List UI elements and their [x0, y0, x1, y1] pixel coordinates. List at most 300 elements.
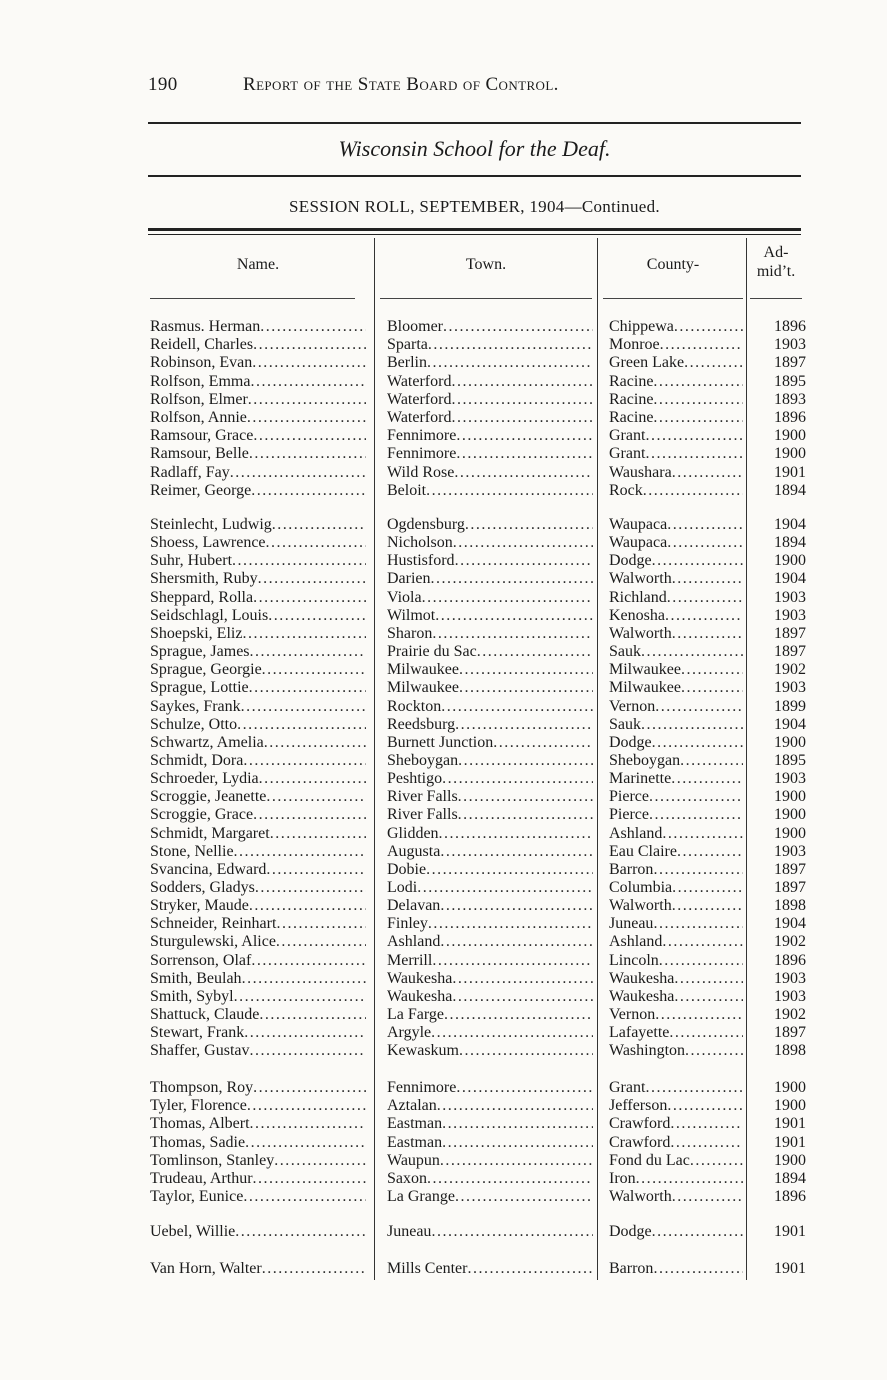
county-cell	[609, 552, 743, 570]
year-cell: 1903	[774, 679, 806, 697]
dot-leader	[255, 879, 366, 897]
dot-leader	[685, 1042, 743, 1060]
dot-leader	[454, 464, 593, 482]
year-cell: 1903	[774, 606, 806, 624]
name-text: Sheppard, Rolla	[150, 588, 254, 606]
dot-leader	[243, 1188, 366, 1206]
dot-leader	[422, 589, 593, 607]
name-text: Trudeau, Arthur	[150, 1170, 253, 1187]
dot-leader	[458, 788, 593, 806]
dot-leader	[440, 1152, 593, 1170]
dot-leader	[636, 1170, 743, 1188]
dot-leader	[690, 1152, 743, 1170]
town-text: Beloit	[387, 481, 427, 499]
name-text: Thompson, Roy	[150, 1079, 254, 1096]
dot-leader	[652, 552, 743, 570]
dot-leader	[426, 482, 593, 500]
town-cell	[387, 336, 593, 354]
county-text: Dodge	[609, 1223, 652, 1240]
name-text: Stryker, Maude	[150, 897, 249, 915]
county-cell	[609, 952, 743, 970]
name-text: Sturgulewski, Alice	[150, 933, 276, 951]
dot-leader	[266, 788, 366, 806]
town-text: Saxon	[387, 1170, 427, 1187]
town-cell	[387, 734, 593, 752]
county-cell	[609, 1042, 743, 1060]
county-text: Dodge	[609, 733, 652, 751]
county-cell	[609, 843, 743, 861]
town-text: River Falls	[387, 806, 458, 824]
year-cell: 1894	[774, 481, 806, 499]
page-header	[148, 74, 559, 96]
dot-leader	[493, 734, 593, 752]
dot-leader	[444, 1006, 593, 1024]
town-cell	[387, 409, 593, 427]
town-cell	[387, 661, 593, 679]
name-text: Rasmus. Herman	[150, 318, 261, 335]
name-cell	[150, 607, 366, 625]
name-cell	[150, 770, 366, 788]
town-text: Reedsburg	[387, 715, 456, 733]
county-cell	[609, 336, 743, 354]
town-cell	[387, 354, 593, 372]
town-text: Sharon	[387, 624, 433, 642]
name-cell	[150, 861, 366, 879]
town-text: Waukesha	[387, 987, 453, 1005]
dot-leader	[232, 552, 366, 570]
dot-leader	[435, 607, 593, 625]
name-text: Schulze, Otto	[150, 715, 238, 733]
county-cell	[609, 445, 743, 463]
name-text: Thomas, Albert	[150, 1115, 250, 1133]
dot-leader	[455, 1188, 593, 1206]
dot-leader	[672, 897, 743, 915]
dot-leader	[249, 679, 366, 697]
dot-leader	[440, 897, 593, 915]
dot-leader	[230, 464, 366, 482]
dot-leader	[251, 952, 366, 970]
town-text: Glidden	[387, 824, 439, 842]
town-cell	[387, 1115, 593, 1133]
town-text: Eastman	[387, 1133, 443, 1151]
dot-leader	[671, 770, 743, 788]
town-text: Waterford	[387, 409, 452, 426]
town-text: Milwaukee	[387, 661, 459, 679]
county-cell	[609, 625, 743, 643]
town-text: Waupun	[387, 1151, 440, 1169]
year-cell: 1900	[774, 1079, 806, 1096]
name-text: Radlaff, Fay	[150, 463, 230, 481]
county-text: Waupaca	[609, 516, 668, 533]
county-text: Chippewa	[609, 318, 674, 335]
year-cell: 1903	[774, 336, 806, 354]
county-cell	[609, 698, 743, 716]
name-cell	[150, 952, 366, 970]
dot-leader	[432, 952, 593, 970]
county-text: Crawford	[609, 1115, 671, 1133]
county-cell	[609, 1006, 743, 1024]
county-cell	[609, 1260, 743, 1278]
dot-leader	[643, 482, 743, 500]
dot-leader	[249, 1042, 366, 1060]
name-text: Scroggie, Grace	[150, 806, 254, 824]
dot-leader	[249, 897, 366, 915]
town-text: Fennimore	[387, 445, 457, 463]
dot-leader	[259, 770, 366, 788]
dot-leader	[672, 464, 743, 482]
county-text: Iron	[609, 1170, 636, 1187]
county-text: Rock	[609, 481, 643, 499]
name-cell	[150, 318, 366, 336]
name-cell	[150, 716, 366, 734]
county-cell	[609, 806, 743, 824]
name-text: Suhr, Hubert	[150, 552, 233, 570]
county-text: Barron	[609, 1260, 654, 1277]
town-text: Fennimore	[387, 1079, 457, 1096]
county-cell	[609, 915, 743, 933]
county-text: Racine	[609, 390, 654, 408]
name-cell	[150, 391, 366, 409]
town-text: Milwaukee	[387, 679, 459, 697]
county-text: Lincoln	[609, 951, 659, 969]
name-text: Sprague, James	[150, 643, 250, 661]
dot-leader	[251, 482, 366, 500]
county-text: Waukesha	[609, 987, 675, 1005]
dot-leader	[244, 1024, 366, 1042]
dot-leader	[674, 318, 743, 336]
county-text: Columbia	[609, 879, 673, 896]
dot-leader	[649, 806, 743, 824]
dot-leader	[665, 607, 743, 625]
dot-leader	[451, 409, 593, 427]
town-cell	[387, 788, 593, 806]
dot-leader	[681, 679, 743, 697]
name-cell	[150, 625, 366, 643]
dot-leader	[253, 589, 366, 607]
county-text: Sauk	[609, 643, 641, 661]
dot-leader	[250, 373, 366, 391]
dot-leader	[248, 391, 366, 409]
town-text: Argyle	[387, 1024, 432, 1042]
name-cell	[150, 1042, 366, 1060]
dot-leader	[266, 534, 366, 552]
column-header-name: Name.	[236, 256, 280, 273]
dot-leader	[234, 843, 366, 861]
year-cell: 1902	[774, 661, 806, 679]
name-cell	[150, 1006, 366, 1024]
county-text: Pierce	[609, 788, 649, 806]
dot-leader	[672, 1188, 743, 1206]
year-cell: 1903	[774, 770, 806, 788]
town-cell	[387, 988, 593, 1006]
year-cell: 1903	[774, 987, 806, 1005]
running-title: Report of the State Board of Control.	[243, 74, 559, 95]
dot-leader	[247, 409, 366, 427]
dot-leader	[456, 445, 593, 463]
town-text: La Farge	[387, 1006, 445, 1024]
town-cell	[387, 1006, 593, 1024]
town-cell	[387, 1042, 593, 1060]
dot-leader	[431, 570, 593, 588]
dot-leader	[274, 1152, 366, 1170]
town-cell	[387, 445, 593, 463]
county-text: Vernon	[609, 697, 656, 715]
dot-leader	[442, 770, 593, 788]
dot-leader	[235, 1223, 366, 1241]
name-cell	[150, 825, 366, 843]
name-text: Tyler, Florence	[150, 1097, 247, 1115]
dot-leader	[652, 1223, 743, 1241]
dot-leader	[684, 354, 743, 372]
name-text: Ramsour, Grace	[150, 427, 254, 445]
dot-leader	[653, 1260, 743, 1278]
county-cell	[609, 734, 743, 752]
column-header-county: County-	[646, 256, 700, 273]
town-text: Burnett Junction	[387, 733, 494, 751]
dot-leader	[653, 373, 743, 391]
county-text: Sheboygan	[609, 751, 681, 769]
county-cell	[609, 409, 743, 427]
dot-leader	[667, 516, 743, 534]
town-cell	[387, 570, 593, 588]
county-text: Dodge	[609, 552, 652, 570]
county-cell	[609, 1134, 743, 1152]
year-cell: 1895	[774, 751, 806, 769]
dot-leader	[243, 752, 366, 770]
town-text: Eastman	[387, 1115, 443, 1133]
county-cell	[609, 464, 743, 482]
header-underline-county	[603, 298, 743, 299]
town-text: Fennimore	[387, 427, 457, 445]
dot-leader	[660, 336, 743, 354]
county-cell	[609, 988, 743, 1006]
school-title: Wisconsin School for the Deaf.	[338, 136, 611, 161]
name-cell	[150, 589, 366, 607]
county-cell	[609, 897, 743, 915]
year-cell: 1897	[774, 860, 806, 878]
dot-leader	[670, 1115, 743, 1133]
dot-leader	[241, 698, 366, 716]
dot-leader	[459, 1042, 593, 1060]
session-title: SESSION ROLL, SEPTEMBER, 1904—Continued.	[289, 197, 660, 216]
dot-leader	[655, 698, 743, 716]
dot-leader	[458, 752, 593, 770]
name-text: Rolfson, Elmer	[150, 390, 248, 408]
county-text: Pierce	[609, 806, 649, 824]
year-cell: 1903	[774, 842, 806, 860]
name-cell	[150, 1188, 366, 1206]
name-cell	[150, 734, 366, 752]
town-text: Finley	[387, 915, 428, 933]
county-text: Grant	[609, 445, 646, 463]
year-cell: 1904	[774, 516, 806, 533]
county-cell	[609, 679, 743, 697]
dot-leader	[680, 752, 743, 770]
dot-leader	[252, 354, 366, 372]
name-cell	[150, 464, 366, 482]
name-text: Sprague, Lottie	[150, 679, 249, 697]
header-underline-admitted	[750, 298, 802, 299]
name-text: Reimer, George	[150, 481, 252, 499]
name-cell	[150, 661, 366, 679]
town-cell	[387, 1170, 593, 1188]
county-cell	[609, 716, 743, 734]
year-cell: 1897	[774, 1024, 806, 1042]
dot-leader	[245, 1134, 366, 1152]
dot-leader	[440, 843, 593, 861]
county-text: Richland	[609, 588, 667, 606]
county-text: Walworth	[609, 897, 672, 915]
county-cell	[609, 933, 743, 951]
town-text: Merrill	[387, 951, 433, 969]
town-cell	[387, 482, 593, 500]
county-cell	[609, 643, 743, 661]
dot-leader	[417, 879, 593, 897]
dot-leader	[441, 698, 593, 716]
dot-leader	[672, 570, 743, 588]
dot-leader	[276, 915, 366, 933]
county-text: Waushara	[609, 463, 672, 481]
county-text: Barron	[609, 860, 654, 878]
town-text: La Grange	[387, 1188, 455, 1206]
county-cell	[609, 427, 743, 445]
county-text: Vernon	[609, 1006, 656, 1024]
name-text: Sorrenson, Olaf	[150, 951, 252, 969]
dot-leader	[253, 806, 366, 824]
name-cell	[150, 1152, 366, 1170]
town-cell	[387, 607, 593, 625]
dot-leader	[456, 1079, 593, 1097]
year-cell: 1900	[774, 806, 806, 824]
dot-leader	[432, 625, 593, 643]
name-cell	[150, 1097, 366, 1115]
town-cell	[387, 1024, 593, 1042]
name-text: Shaffer, Gustav	[150, 1042, 250, 1060]
name-cell	[150, 552, 366, 570]
town-text: Wilmot	[387, 606, 436, 624]
dot-leader	[477, 643, 593, 661]
town-cell	[387, 391, 593, 409]
county-text: Waukesha	[609, 969, 675, 987]
dot-leader	[428, 915, 593, 933]
name-cell	[150, 698, 366, 716]
dot-leader	[459, 679, 593, 697]
dot-leader	[655, 1006, 743, 1024]
name-text: Stewart, Frank	[150, 1024, 245, 1042]
dot-leader	[681, 661, 743, 679]
name-text: Shoess, Lawrence	[150, 534, 266, 552]
town-text: Dobie	[387, 860, 427, 878]
name-cell	[150, 970, 366, 988]
town-cell	[387, 464, 593, 482]
year-cell: 1902	[774, 933, 806, 951]
county-cell	[609, 607, 743, 625]
name-text: Rolfson, Emma	[150, 372, 251, 390]
header-underline-town	[380, 298, 592, 299]
subtitle-rule	[148, 175, 801, 177]
year-cell: 1900	[774, 427, 806, 445]
town-text: Rockton	[387, 697, 442, 715]
dot-leader	[439, 825, 593, 843]
year-cell: 1896	[774, 318, 806, 335]
county-text: Juneau	[609, 915, 654, 933]
dot-leader	[459, 661, 593, 679]
town-text: Peshtigo	[387, 770, 443, 788]
dot-leader	[455, 716, 593, 734]
county-cell	[609, 661, 743, 679]
name-cell	[150, 933, 366, 951]
dot-leader	[653, 391, 743, 409]
town-text: Waukesha	[387, 969, 453, 987]
year-cell: 1897	[774, 879, 806, 896]
county-text: Crawford	[609, 1133, 671, 1151]
name-text: Shattuck, Claude	[150, 1006, 260, 1024]
town-text: Mills Center	[387, 1260, 468, 1277]
year-cell: 1904	[774, 915, 806, 933]
name-text: Ramsour, Belle	[150, 445, 249, 463]
name-cell	[150, 1260, 366, 1278]
name-text: Van Horn, Walter	[150, 1260, 262, 1277]
town-text: Waterford	[387, 372, 452, 390]
name-cell	[150, 879, 366, 897]
county-text: Ashland	[609, 824, 663, 842]
dot-leader	[662, 933, 743, 951]
name-cell	[150, 427, 366, 445]
dot-leader	[268, 607, 366, 625]
county-cell	[609, 354, 743, 372]
name-text: Svancina, Edward	[150, 860, 267, 878]
year-cell: 1897	[774, 643, 806, 661]
name-text: Schwartz, Amelia	[150, 733, 264, 751]
town-cell	[387, 825, 593, 843]
town-text: River Falls	[387, 788, 458, 806]
year-cell: 1894	[774, 1170, 806, 1187]
dot-leader	[250, 1115, 366, 1133]
dot-leader	[672, 625, 743, 643]
county-cell	[609, 373, 743, 391]
dot-leader	[431, 1024, 593, 1042]
dot-leader	[234, 988, 366, 1006]
column-divider-admitted	[746, 238, 747, 1280]
name-text: Thomas, Sadie	[150, 1133, 246, 1151]
dot-leader	[442, 1134, 593, 1152]
town-cell	[387, 1097, 593, 1115]
dot-leader	[443, 318, 593, 336]
header-rule	[148, 122, 801, 124]
town-cell	[387, 625, 593, 643]
year-cell: 1896	[774, 1188, 806, 1206]
name-text: Saykes, Frank	[150, 697, 241, 715]
name-cell	[150, 897, 366, 915]
town-text: Wild Rose	[387, 463, 455, 481]
dot-leader	[645, 1079, 743, 1097]
county-text: Lafayette	[609, 1024, 670, 1042]
year-cell: 1900	[774, 788, 806, 806]
year-cell: 1896	[774, 409, 806, 426]
name-cell	[150, 988, 366, 1006]
name-cell	[150, 915, 366, 933]
column-header-admitted-line2: mid’t.	[756, 263, 796, 280]
town-cell	[387, 589, 593, 607]
town-text: Ashland	[387, 933, 441, 951]
county-text: Fond du Lac	[609, 1151, 690, 1169]
dot-leader	[667, 1097, 743, 1115]
year-cell: 1901	[774, 463, 806, 481]
dot-leader	[237, 716, 366, 734]
year-cell: 1903	[774, 969, 806, 987]
county-text: Eau Claire	[609, 842, 677, 860]
town-cell	[387, 516, 593, 534]
